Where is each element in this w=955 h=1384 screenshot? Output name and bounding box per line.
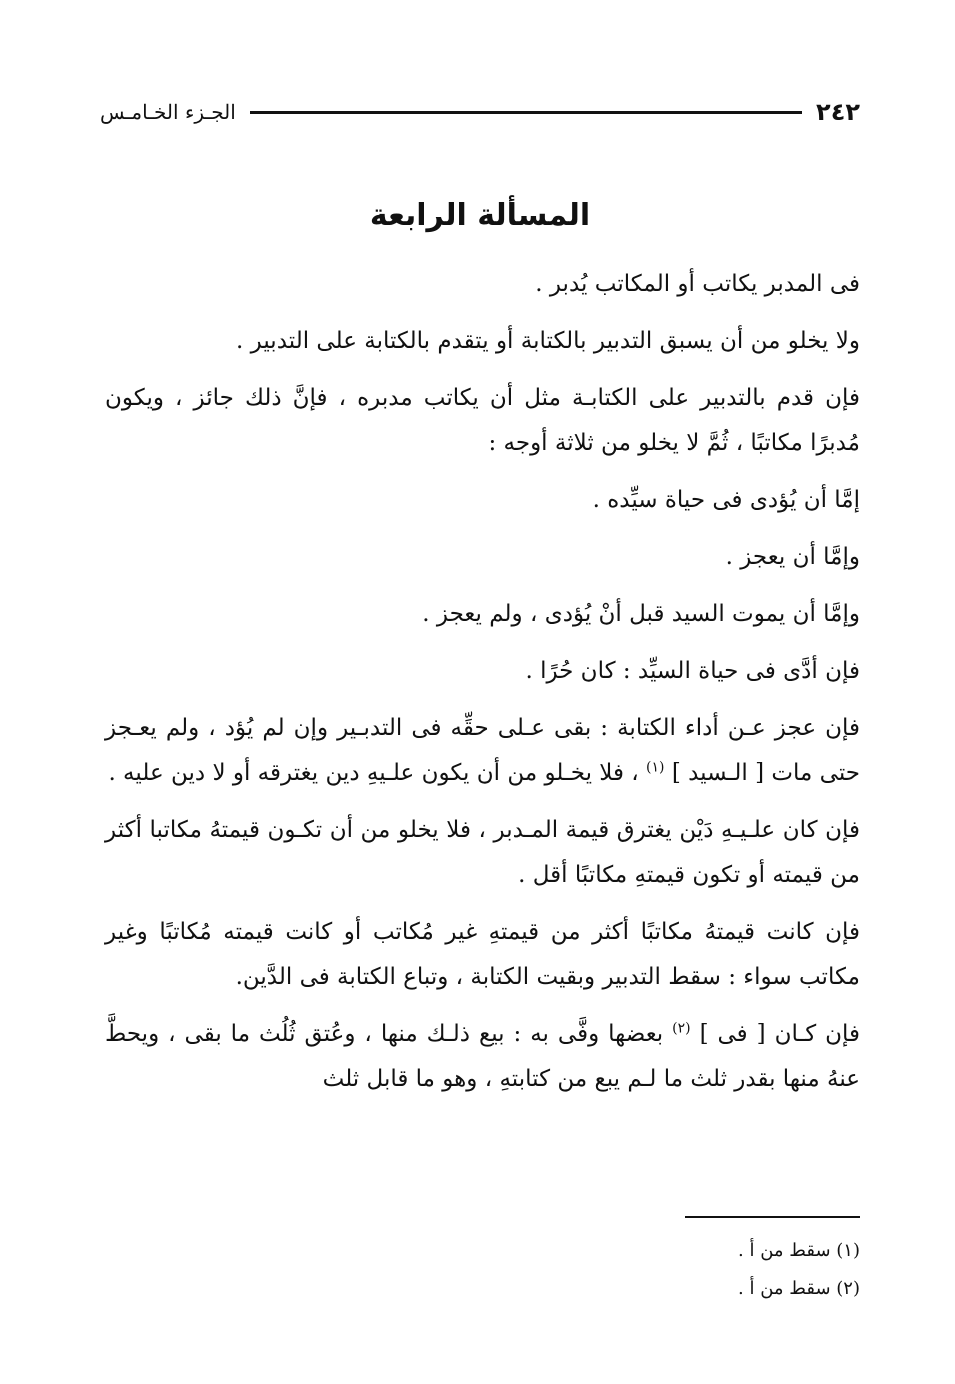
paragraph-text: بعضها وفَّى به : بيع ذلـك منها ، وعُتق ثُلُث ما بقى ، ويحطَّ عنهُ منها بقدر ثلث ما لـم يبع من كتابتهِ ، وهو ما قابل ثلث xyxy=(105,1021,860,1092)
paragraph: فإن أدَّى فى حياة السيِّد : كان حُرًا . xyxy=(525,658,860,684)
paragraph-text: ، فلا يخـلو من أن يكون علـيهِ دين يغترقه أو لا دين عليه . xyxy=(108,760,647,786)
paragraph xyxy=(105,706,860,796)
footnotes xyxy=(100,1232,860,1308)
body-text xyxy=(105,262,860,1114)
paragraph: ولا يخلو من أن يسبق التدبير بالكتابة أو يتقدم بالكتابة على التدبير . xyxy=(236,328,860,354)
paragraph: فى المدبر يكاتب أو المكاتب يُدبر . xyxy=(535,271,860,297)
page-number: ٢٤٢ xyxy=(816,98,860,126)
page-header xyxy=(100,92,860,132)
footnote: (٢) سقط من أ . xyxy=(738,1278,860,1299)
footnote-reference: (٢) xyxy=(672,1020,691,1037)
footnote-reference: (١) xyxy=(646,759,665,776)
header-rule xyxy=(250,111,802,114)
running-head: الجـزء الخـامـس xyxy=(100,100,236,124)
section-title: المسألة الرابعة xyxy=(369,198,591,233)
paragraph: فإن كانت قيمتهُ مكاتبًا أكثر من قيمتهِ غير مُكاتب أو كانت قيمته مُكاتبًا وغير مكاتب سواء : سقط التدبير وبقيت الكتابة ، وتباع الكتابة فى الدَّين. xyxy=(105,919,860,990)
footnote: (١) سقط من أ . xyxy=(738,1240,860,1261)
paragraph-text: فإن عجز عـن أداء الكتابة : بقى عـلى حقِّه فى التدبـير وإن لم يُؤد ، ولم يعـجز حتى مات [ الـسيد ] xyxy=(105,715,860,786)
paragraph-text: فإن كـان [ فى ] xyxy=(690,1021,860,1047)
paragraph: إمَّا أن يُؤدى فى حياة سيِّده . xyxy=(592,487,860,513)
paragraph: فإن قدم بالتدبير على الكتابـة مثل أن يكاتب مدبره ، فإنَّ ذلك جائز ، ويكون مُدبرًا مكاتبًا ، ثُمَّ لا يخلو من ثلاثة أوجه : xyxy=(105,385,860,456)
paragraph: وإمَّا أن يعجز . xyxy=(725,544,860,570)
paragraph: وإمَّا أن يموت السيد قبل أنْ يُؤدى ، ولم يعجز . xyxy=(422,601,860,627)
paragraph xyxy=(105,1012,860,1102)
paragraph: فإن كان علـيـهِ دَيْن يغترق قيمة المـدبر ، فلا يخلو من أن تكـون قيمتهُ مكاتبا أكثر من قيمته أو تكون قيمتهِ مكاتبًا أقل . xyxy=(105,817,860,888)
footnote-rule xyxy=(685,1216,860,1218)
